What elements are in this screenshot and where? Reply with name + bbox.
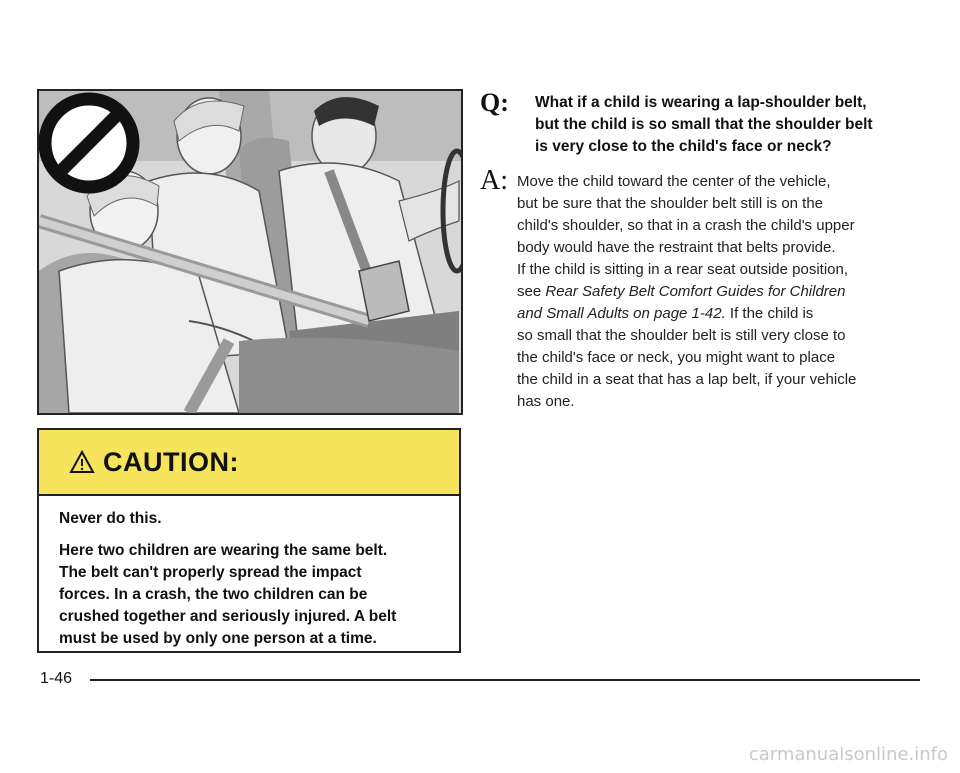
answer-line: Move the child toward the center of the vehicle,	[517, 173, 831, 190]
answer-line: has one.	[517, 393, 575, 410]
question-line: What if a child is wearing a lap-shoulder belt,	[535, 94, 867, 111]
caution-line: Here two children are wearing the same belt.	[59, 542, 388, 559]
answer-line: the child in a seat that has a lap belt, if your vehicle	[517, 371, 857, 388]
answer-line: body would have the restraint that belts provide.	[517, 239, 836, 256]
caution-body	[39, 496, 459, 650]
question-line: is very close to the child's face or neck?	[535, 138, 832, 155]
answer-line: If the child is	[725, 305, 814, 322]
caution-paragraph-2	[59, 540, 445, 650]
caution-line: crushed together and seriously injured. A belt	[59, 608, 397, 625]
cross-reference-cont: and Small Adults on page 1-42.	[517, 305, 726, 322]
caution-line: must be used by only one person at a time.	[59, 630, 377, 647]
answer-letter: A:	[480, 165, 508, 196]
answer-line: but be sure that the shoulder belt still is on the	[517, 195, 824, 212]
caution-line: The belt can't properly spread the impact	[59, 564, 362, 581]
answer-line: If the child is sitting in a rear seat outside position,	[517, 261, 849, 278]
caution-title: CAUTION:	[103, 446, 239, 477]
answer-text	[517, 171, 930, 413]
caution-line: forces. In a crash, the two children can be	[59, 586, 368, 603]
warning-triangle-icon	[69, 450, 95, 474]
page-number: 1-46	[40, 670, 73, 687]
answer-line: so small that the shoulder belt is still very close to	[517, 327, 846, 344]
question-line: but the child is so small that the shoulder belt	[535, 116, 873, 133]
footer-rule	[90, 679, 920, 681]
cross-reference: Rear Safety Belt Comfort Guides for Children	[545, 283, 846, 300]
see-prefix: see	[517, 283, 546, 300]
question-block	[480, 88, 930, 158]
answer-line: child's shoulder, so that in a crash the child's upper	[517, 217, 855, 234]
caution-header	[39, 430, 459, 496]
prohibition-icon	[45, 99, 133, 187]
caution-box	[37, 428, 461, 653]
answer-line: the child's face or neck, you might want to place	[517, 349, 836, 366]
answer-block	[480, 165, 930, 413]
belt-misuse-illustration	[37, 89, 463, 415]
caution-paragraph-1: Never do this.	[59, 510, 162, 527]
watermark: carmanualsonline.info	[748, 744, 948, 765]
question-letter: Q:	[480, 88, 509, 117]
question-text	[535, 92, 930, 158]
